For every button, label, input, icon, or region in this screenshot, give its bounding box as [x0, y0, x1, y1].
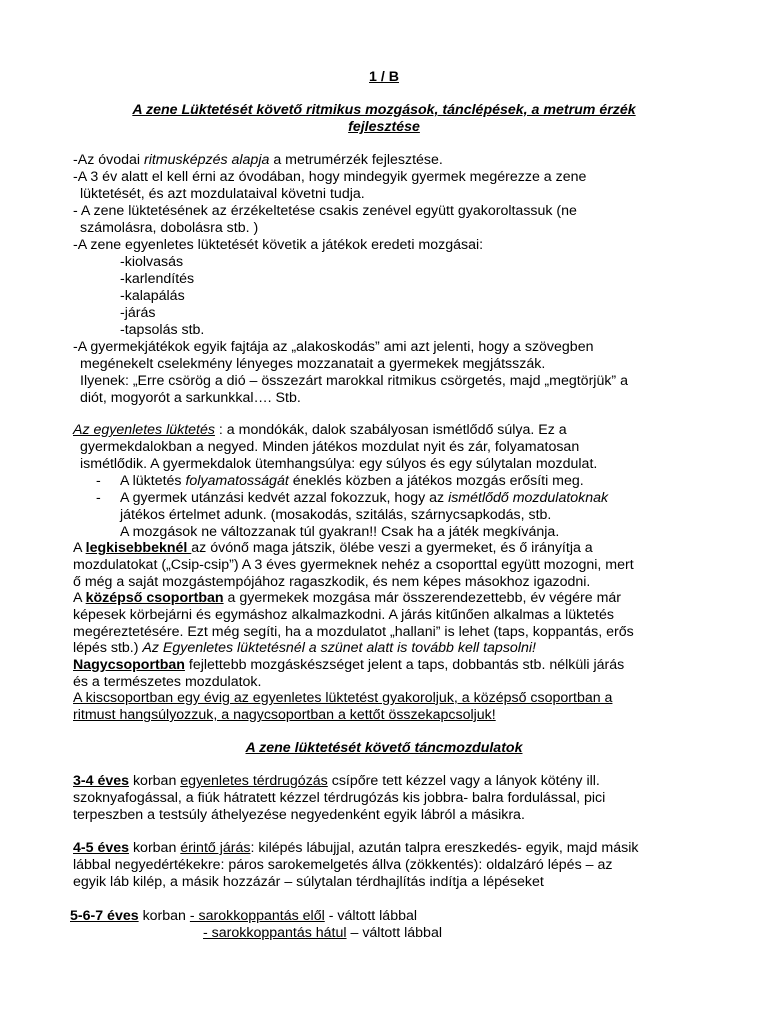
paragraph-big-group-line1: Nagycsoportban fejlettebb mozgáskészséget jelent a taps, dobbantás stb. nélküli járás — [73, 657, 625, 673]
paragraph-4-5-years-line1: 4-5 éves korban érintő járás: kilépés lábujjal, azután talpra ereszkedés- egyik, majd másik — [73, 840, 639, 856]
bullet-dash: - — [96, 473, 101, 489]
main-heading-line2: fejlesztése — [348, 119, 420, 135]
paragraph-pulse-line1: - A zene lüktetésének az érzékeltetése csakis zenével együtt gyakoroltassuk (ne — [73, 203, 577, 219]
paragraph-steady-pulse-line2: gyermekdalokban a negyed. Minden játékos mozdulat nyit és zár, folyamatosan — [80, 439, 580, 455]
paragraph-middle-group-line1: A középső csoportban a gyermekek mozgása már összerendezettebb, év végére már — [73, 590, 622, 606]
paragraph-games-line3: Ilyenek: „Erre csörög a dió – összezárt marokkal ritmikus csörgetés, majd „megtörjük” a — [80, 373, 628, 389]
paragraph-pulse-line2: számolásra, dobolásra stb. ) — [80, 220, 259, 236]
paragraph-big-group-line2: és a természetes mozdulatok. — [73, 674, 262, 690]
main-heading-line1: A zene Lüktetését követő ritmikus mozgások, tánclépések, a metrum érzék — [132, 102, 636, 118]
paragraph-4-5-years-line3: egyik láb kilép, a másik hozzázár – súlytalan térdhajlítás indítja a lépéseket — [73, 874, 544, 890]
paragraph-movements: -A zene egyenletes lüktetését követik a játékok eredeti mozgásai: — [73, 237, 484, 253]
paragraph-youngest-line3: ő még a saját mozgástempójához ragaszkodik, és nem képes másokhoz igazodni. — [73, 574, 591, 590]
paragraph-middle-group-line4: lépés stb.) Az Egyenletes lüktetésnél a szünet alatt is tovább kell tapsolni! — [73, 640, 536, 656]
list-item: -kiolvasás — [120, 254, 184, 270]
paragraph-3-years-line1: -A 3 év alatt el kell érni az óvodában, hogy mindegyik gyermek megérezze a zene — [73, 169, 587, 185]
list-item: -karlendítés — [120, 271, 195, 287]
paragraph-3-4-years-line3: terpeszben a testsúly áthelyezése negyedenként egyik lábról a másikra. — [73, 807, 525, 823]
bullet-dash: - — [96, 490, 101, 506]
paragraph-youngest-line2: mozdulatokat („Csip-csip”) A 3 éves gyermeknek nehéz a csoporttal együtt mozogni, mert — [73, 557, 634, 573]
bullet-item-continuity: A lüktetés folyamatosságát éneklés közben a játékos mozgás erősíti meg. — [120, 473, 584, 489]
page-number-title: 1 / B — [369, 69, 399, 85]
bullet-item-imitation-line2: játékos értelmet adunk. (mosakodás, szitálás, szárnycsapkodás, stb. — [120, 507, 552, 523]
paragraph-middle-group-line3: megéreztetésére. Ezt még segíti, ha a mozdulatot „hallani” is lehet (taps, koppantás, erős — [73, 624, 634, 640]
paragraph-3-4-years-line1: 3-4 éves korban egyenletes térdrugózás csípőre tett kézzel vagy a lányok kötény ill. — [73, 773, 600, 789]
bullet-item-imitation-line1: A gyermek utánzási kedvét azzal fokozzuk, hogy az ismétlődő mozdulatoknak — [120, 490, 609, 506]
paragraph-4-5-years-line2: lábbal negyedértékekre: páros sarokemelgetés állva (zökkentés): oldalzáró lépés – az — [73, 857, 613, 873]
bullet-item-imitation-line3: A mozgások ne változzanak túl gyakran!! Csak ha a játék megkívánja. — [120, 524, 560, 540]
section-heading-dance: A zene lüktetését követő táncmozdulatok — [245, 740, 523, 756]
paragraph-5-6-7-years-line2: - sarokkoppantás hátul – váltott lábbal — [203, 925, 442, 941]
paragraph-5-6-7-years-line1: 5-6-7 éves korban - sarokkoppantás elől - váltott lábbal — [70, 908, 418, 924]
list-item: -tapsolás stb. — [120, 322, 205, 338]
paragraph-rhythm: -Az óvodai ritmusképzés alapja a metrumérzék fejlesztése. — [73, 152, 443, 168]
paragraph-summary-line1: A kiscsoportban egy évig az egyenletes lüktetést gyakoroljuk, a középső csoportban a — [73, 690, 613, 706]
paragraph-youngest-line1: A legkisebbeknél az óvónő maga játszik, ölébe veszi a gyermeket, és ő irányítja a — [73, 540, 593, 556]
paragraph-games-line1: -A gyermekjátékok egyik fajtája az „alakoskodás” ami azt jelenti, hogy a szövegben — [73, 339, 594, 355]
paragraph-steady-pulse-line3: ismétlődik. A gyermekdalok ütemhangsúlya: egy súlyos és egy súlytalan mozdulat. — [80, 456, 598, 472]
paragraph-games-line4: diót, mogyorót a sarkunkkal…. Stb. — [80, 390, 301, 406]
list-item: -járás — [120, 305, 156, 321]
paragraph-summary-line2: ritmust hangsúlyozzuk, a nagycsoportban a kettőt összekapcsoljuk! — [73, 707, 496, 723]
paragraph-steady-pulse-line1: Az egyenletes lüktetés : a mondókák, dalok szabályosan ismétlődő súlya. Ez a — [73, 422, 567, 438]
paragraph-3-4-years-line2: szoknyafogással, a fiúk hátratett kézzel térdrugózás kis jobbra- balra fordulással, pici — [73, 790, 606, 806]
paragraph-games-line2: megénekelt cselekmény lényeges mozzanatait a gyermekek megjátsszák. — [80, 356, 546, 372]
list-item: -kalapálás — [120, 288, 185, 304]
paragraph-middle-group-line2: képesek körbejárni és egymáshoz alkalmazkodni. A járás kitűnően alkalmas a lüktetés — [73, 607, 614, 623]
paragraph-3-years-line2: lüktetését, és azt mozdulataival követni tudja. — [80, 186, 365, 202]
